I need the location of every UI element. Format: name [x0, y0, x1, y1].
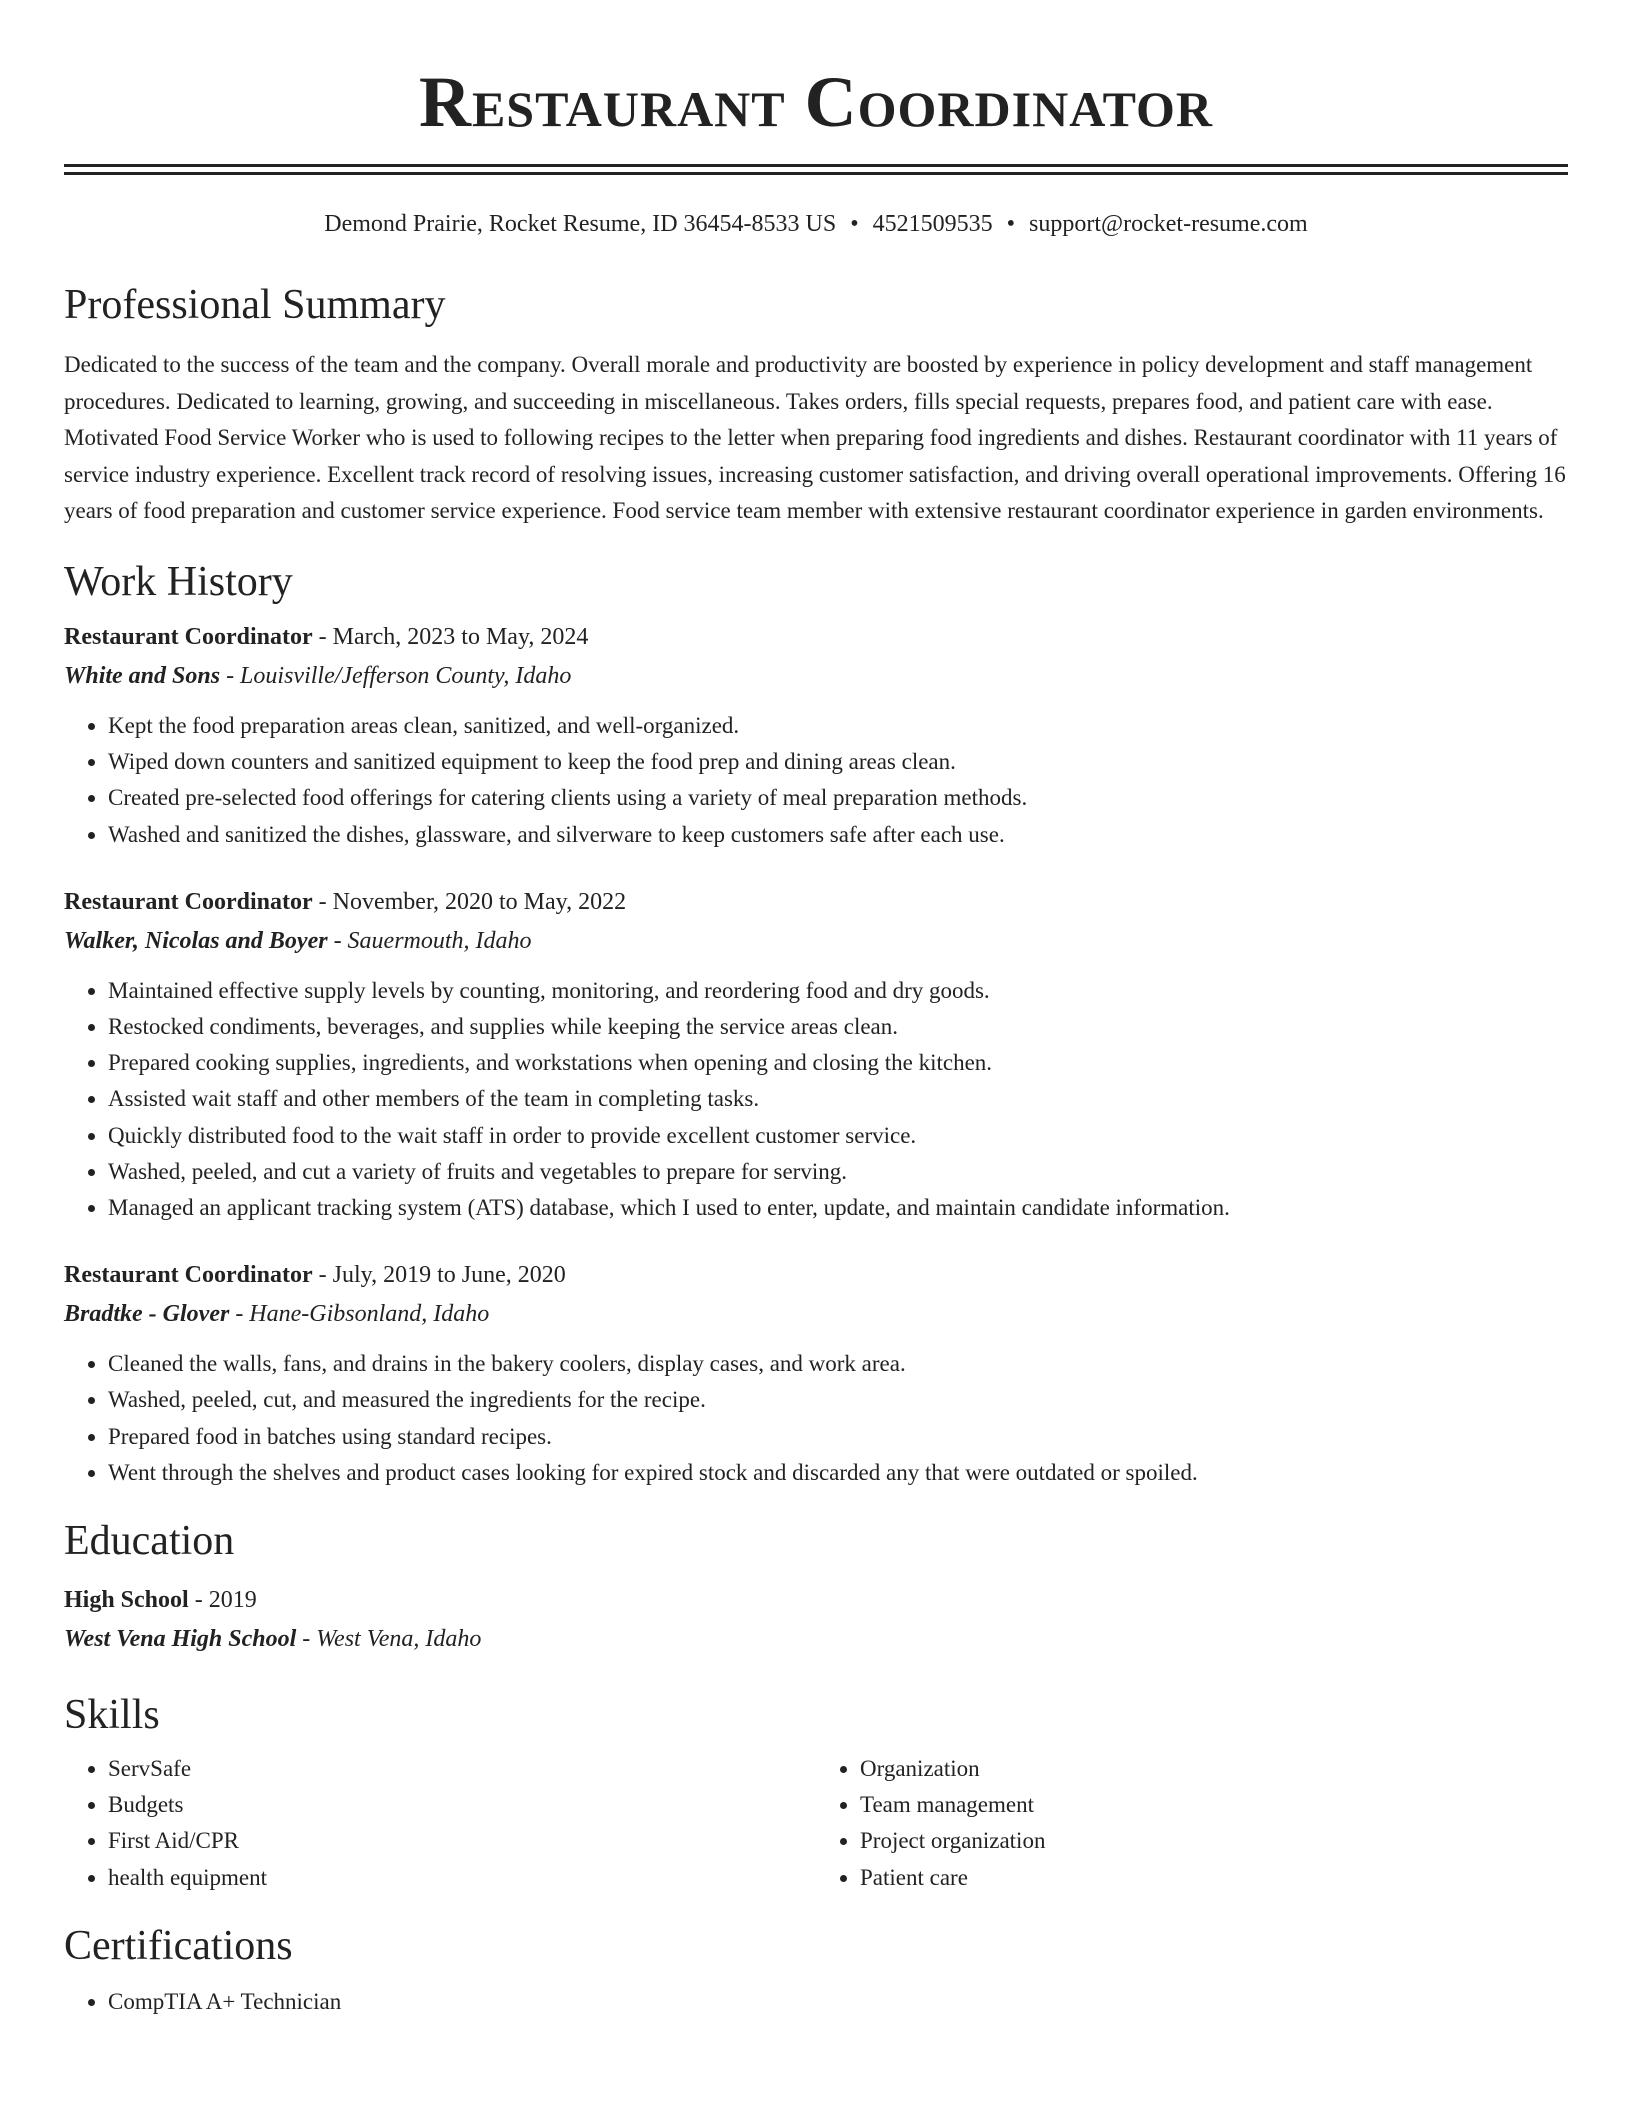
- job-bullet: • Prepared cooking supplies, ingredients, and workstations when opening and closing the kitchen.: [108, 1045, 1568, 1081]
- graduation-year: - 2019: [188, 1587, 257, 1614]
- job-bullet: • Washed, peeled, and cut a variety of fruits and vegetables to prepare for serving.: [108, 1154, 1568, 1190]
- job-bullet: • Prepared food in batches using standard recipes.: [108, 1419, 1568, 1455]
- job-entry: [64, 883, 1568, 1226]
- employer-line: [64, 656, 1568, 696]
- job-bullet: • Assisted wait staff and other members of the team in completing tasks.: [108, 1081, 1568, 1117]
- school-line: [64, 1619, 1568, 1659]
- contact-address: Demond Prairie, Rocket Resume, ID 36454-8533 US: [324, 211, 837, 237]
- contact-email: support@rocket-resume.com: [1029, 211, 1308, 237]
- job-dates: - March, 2023 to May, 2024: [312, 623, 589, 650]
- job-bullets: [64, 973, 1568, 1226]
- job-title: Restaurant Coordinator: [64, 888, 313, 915]
- contact-phone: 4521509535: [872, 211, 993, 237]
- school-name: West Vena High School: [64, 1626, 297, 1653]
- degree: High School: [64, 1587, 189, 1614]
- job-bullet: • Maintained effective supply levels by counting, monitoring, and reordering food and dry goods.: [108, 973, 1568, 1009]
- job-dates: - July, 2019 to June, 2020: [312, 1262, 566, 1289]
- contact-separator: •: [850, 211, 859, 237]
- contact-separator: •: [1006, 211, 1016, 237]
- education-heading: Education: [64, 1518, 235, 1565]
- job-bullet: • Managed an applicant tracking system (ATS) database, which I used to enter, update, and maintain candidate information.: [108, 1190, 1568, 1226]
- employer-location: - Sauermouth, Idaho: [327, 927, 532, 954]
- employer-line: [64, 921, 1568, 961]
- employer-location: - Louisville/Jefferson County, Idaho: [220, 662, 572, 689]
- certification-item: • CompTIA A+ Technician: [108, 1984, 1568, 2020]
- summary-heading: Professional Summary: [64, 282, 446, 328]
- job-bullet: • Went through the shelves and product cases looking for expired stock and discarded any that were outdated or spoiled.: [108, 1455, 1568, 1491]
- job-title-line: [64, 1256, 1568, 1294]
- skills-left-column: [64, 1751, 816, 1896]
- job-bullets: [64, 708, 1568, 853]
- job-title: Restaurant Coordinator: [64, 1262, 313, 1289]
- job-bullet: • Restocked condiments, beverages, and supplies while keeping the service areas clean.: [108, 1009, 1568, 1045]
- employer-name: Bradtke - Glover: [64, 1301, 230, 1328]
- job-entry: [64, 618, 1568, 853]
- skill-item: • Patient care: [860, 1860, 1568, 1896]
- employer-name: White and Sons: [64, 662, 221, 689]
- education-entry: [64, 1581, 1568, 1659]
- candidate-name: Restaurant Coordinator: [418, 62, 1214, 142]
- employer-name: Walker, Nicolas and Boyer: [64, 927, 328, 954]
- job-entry: [64, 1256, 1568, 1491]
- school-location: - West Vena, Idaho: [296, 1626, 482, 1653]
- job-bullet: • Cleaned the walls, fans, and drains in the bakery coolers, display cases, and work area.: [108, 1346, 1568, 1382]
- job-bullets: [64, 1346, 1568, 1491]
- job-bullet: • Created pre-selected food offerings for catering clients using a variety of meal preparation methods.: [108, 780, 1568, 816]
- skill-item: • Project organization: [860, 1823, 1568, 1859]
- job-bullet: • Quickly distributed food to the wait staff in order to provide excellent customer service.: [108, 1118, 1568, 1154]
- employer-line: [64, 1294, 1568, 1334]
- contact-line: [64, 209, 1568, 239]
- certifications-heading: Certifications: [64, 1922, 293, 1969]
- skill-item: • Team management: [860, 1787, 1568, 1823]
- skills-right-column: [816, 1751, 1568, 1896]
- job-title: Restaurant Coordinator: [64, 623, 313, 650]
- job-title-line: [64, 883, 1568, 921]
- job-bullet: • Washed and sanitized the dishes, glassware, and silverware to keep customers safe after each use.: [108, 817, 1568, 853]
- job-bullet: • Kept the food preparation areas clean, sanitized, and well-organized.: [108, 708, 1568, 744]
- employer-location: - Hane-Gibsonland, Idaho: [229, 1301, 490, 1328]
- skill-item: • Budgets: [108, 1787, 816, 1823]
- skills-columns: [64, 1751, 1568, 1896]
- degree-line: [64, 1581, 1568, 1619]
- header-double-rule: [64, 164, 1568, 175]
- summary-text: Dedicated to the success of the team and the company. Overall morale and productivity are boosted by experience in policy development and staff management procedures. Dedicated to learning, growing, and succeeding in miscellaneous. Takes orders, fills special requests, prepares food, and patient care with ease. Motivated Food Service Worker who is used to following recipes to the letter when preparing food ingredients and dishes. Restaurant coordinator with 11 years of service industry experience. Excellent track record of resolving issues, increasing customer satisfaction, and driving overall operational improvements. Offering 16 years of food preparation and customer service experience. Food service team member with extensive restaurant coordinator experience in garden environments.: [64, 352, 1566, 524]
- work-history-heading: Work History: [64, 558, 293, 605]
- certifications-list: [64, 1984, 1568, 2020]
- resume-page: [64, 0, 1568, 2020]
- job-bullet: • Wiped down counters and sanitized equipment to keep the food prep and dining areas clean.: [108, 744, 1568, 780]
- skill-item: • Organization: [860, 1751, 1568, 1787]
- job-bullet: • Washed, peeled, cut, and measured the ingredients for the recipe.: [108, 1382, 1568, 1418]
- job-dates: - November, 2020 to May, 2022: [312, 888, 627, 915]
- skills-heading: Skills: [64, 1692, 160, 1739]
- skill-item: • First Aid/CPR: [108, 1823, 816, 1859]
- skill-item: • health equipment: [108, 1860, 816, 1896]
- job-title-line: [64, 618, 1568, 656]
- skill-item: • ServSafe: [108, 1751, 816, 1787]
